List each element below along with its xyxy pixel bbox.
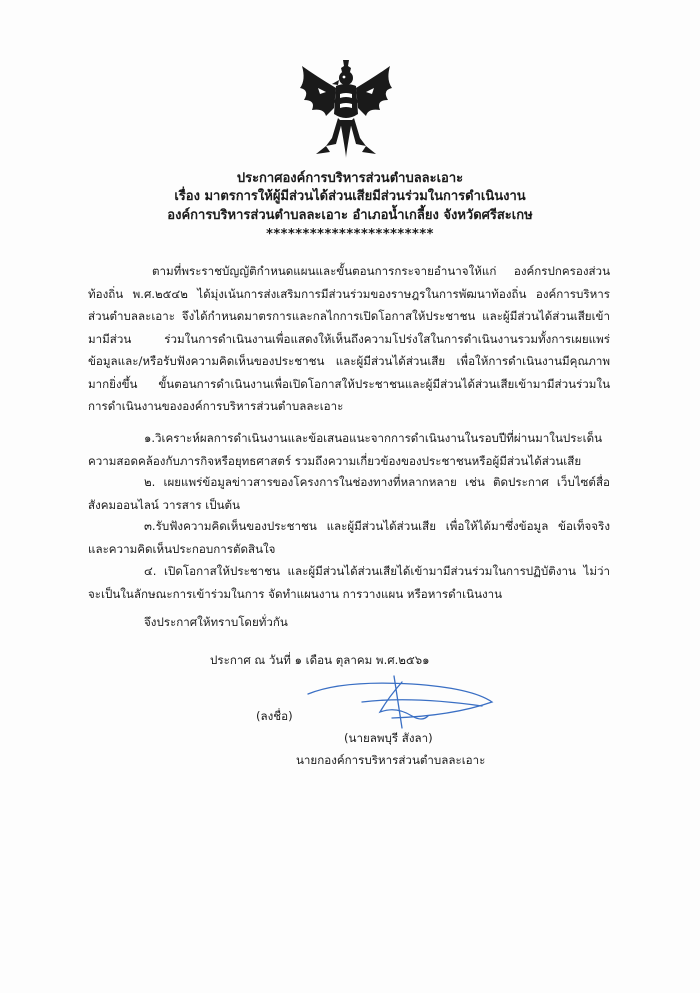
signer-position: นายกองค์การบริหารส่วนตำบลละเอาะ [296, 753, 486, 767]
closing-notice: จึงประกาศให้ทราบโดยทั่วกัน [144, 615, 288, 629]
document-title: ประกาศองค์การบริหารส่วนตำบลละเอาะ [236, 171, 464, 186]
measure-item-3: ๓.รับฟังความคิดเห็นของประชาชน และผู้มีส่วนได้ส่วนเสีย เพื่อให้ได้มาซึ่งข้อมูล ข้อเท็จจริงและความคิดเห็นประกอบการตัดสินใจ [88, 519, 610, 556]
garuda-emblem-icon [296, 58, 396, 162]
handwritten-signature-icon [302, 672, 502, 732]
signature-label: (ลงชื่อ) [256, 709, 293, 723]
measure-item-2: ๒. เผยแพร่ข้อมูลข่าวสารของโครงการในช่องทางที่หลากหลาย เช่น ติดประกาศ เว็บไซต์สื่อสังคมออนไลน์ วารสาร เป็นต้น [88, 475, 610, 512]
measure-item-4: ๔. เปิดโอกาสให้ประชาชน และผู้มีส่วนได้ส่วนเสียได้เข้ามามีส่วนร่วมในการปฏิบัติงาน ไม่ว่าจะเป็นในลักษณะการเข้าร่วมในการ จัดทำแผนงาน การวางแผน หรือหารดำเนินงาน [88, 564, 610, 601]
announcement-date: ประกาศ ณ วันที่ ๑ เดือน ตุลาคม พ.ศ.๒๕๖๑ [210, 653, 430, 667]
document-subject: เรื่อง มาตรการให้ผู้มีส่วนได้ส่วนเสียมีส่วนร่วมในการดำเนินงาน [174, 189, 526, 204]
intro-paragraph: ตามที่พระราชบัญญัติกำหนดแผนและขั้นตอนการกระจายอำนาจให้แก่ องค์กรปกครองส่วนท้องถิ่น พ.ศ.๒๕๔๒ ได้มุ่งเน้นการส่งเสริมการมีส่วนร่วมของราษฎรในการพัฒนาท้องถิ่น องค์การบริหารส่วนตำบลละเอาะ จึงได้กำหนดมาตรการและกลไกการเปิดโอกาสให้ประชาชน และผู้มีส่วนได้ส่วนเสียเข้ามามีส่วน ร่วมในการดำเนินงานเพื่อแสดงให้เห็นถึงความโปร่งใสในการดำเนินงานรวมทั้งการเผยแพร่ข้อมูลและ/หรือรับฟังความคิดเห็นของประชาชน และผู้มีส่วนได้ส่วนเสีย เพื่อให้การดำเนินงานมีคุณภาพมากยิ่งขึ้น ขั้นตอนการดำเนินงานเพื่อเปิดโอกาสให้ประชาชนและผู้มีส่วนได้ส่วนเสียเข้ามามีส่วนร่วมใน การดำเนินงานขององค์การบริหารส่วนตำบลละเอาะ [88, 264, 610, 413]
signer-name: (นายลพบุรี สังลา) [344, 731, 433, 745]
organization-location: องค์การบริหารส่วนตำบลละเอาะ อำเภอน้ำเกลี้ยง จังหวัดศรีสะเกษ [167, 208, 533, 223]
separator-line: *********************** [266, 227, 434, 242]
measure-item-1: ๑.วิเคราะห์ผลการดำเนินงานและข้อเสนอแนะจากการดำเนินงานในรอบปีที่ผ่านมาในประเด็นความสอดคล้องกับภารกิจหรือยุทธศาสตร์ รวมถึงความเกี่ยวข้องของประชาชนหรือผู้มีส่วนได้ส่วนเสีย [88, 431, 603, 468]
